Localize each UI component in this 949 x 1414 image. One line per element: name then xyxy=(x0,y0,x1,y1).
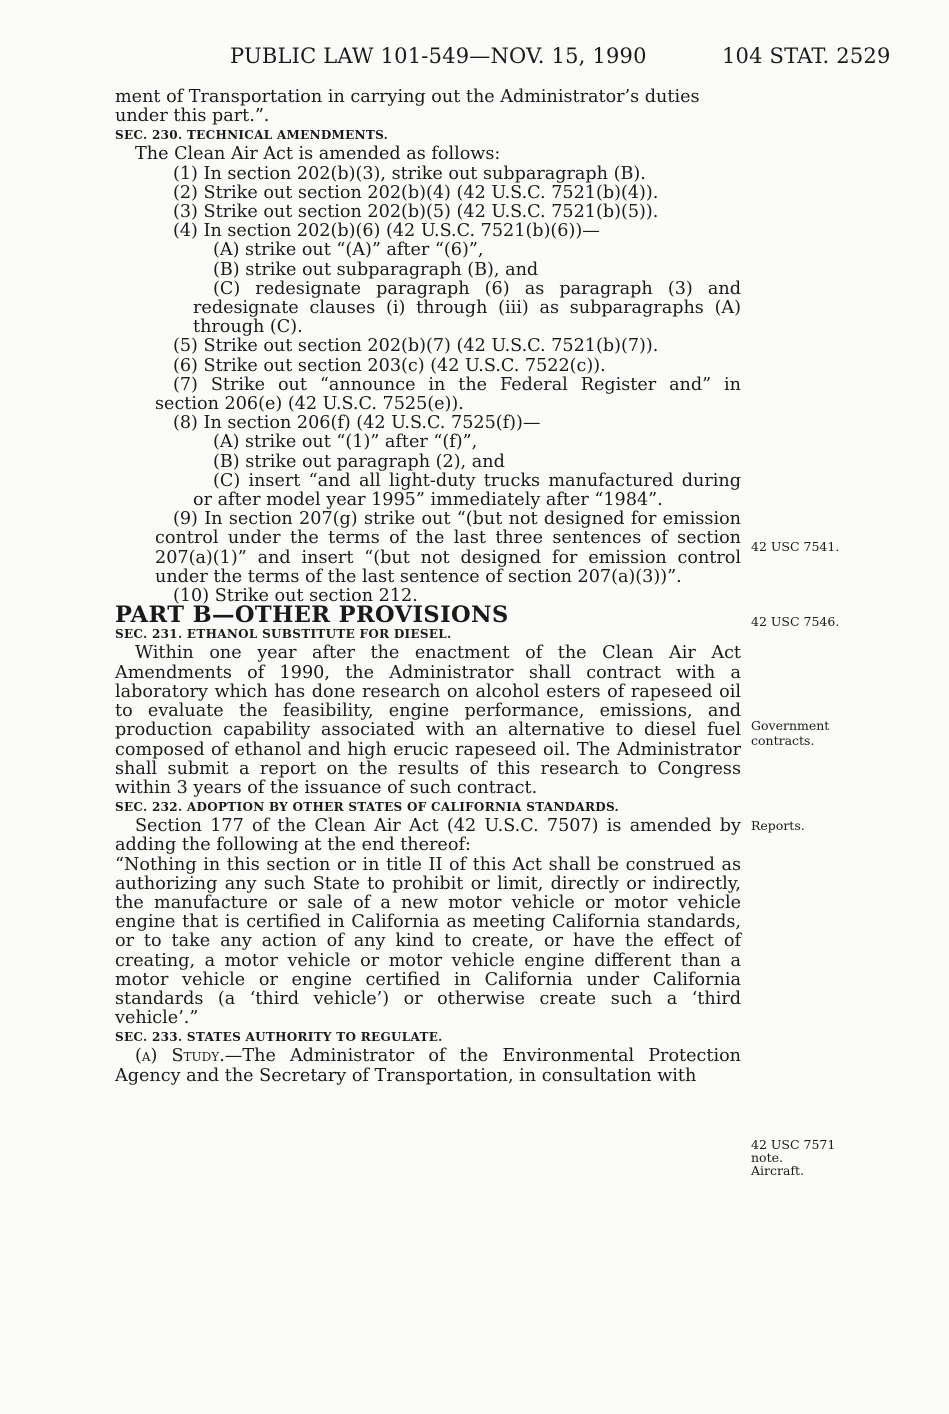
sec230-item-8c: (C) insert “and all light-duty trucks manufactured during or after model year 1995” immediately after “1984”. xyxy=(193,470,741,511)
body-text-column xyxy=(115,88,741,1086)
section-heading-233: SEC. 233. STATES AUTHORITY TO REGULATE. xyxy=(115,1030,443,1045)
continued-line: under this part.”. xyxy=(115,106,270,127)
margin-note-42-usc-7541: 42 USC 7541. xyxy=(751,539,840,554)
sec233-study-text: —The Administrator of the Environmental Protection Agency and the Secretary of Transportation, in consultation with xyxy=(115,1046,742,1086)
sec230-item-2: (2) Strike out section 202(b)(4) (42 U.S.C. 7521(b)(4)). xyxy=(173,182,659,203)
sec230-item-4: (4) In section 202(b)(6) (42 U.S.C. 7521(b)(6))— xyxy=(173,221,600,242)
running-header-title: PUBLIC LAW 101-549—NOV. 15, 1990 xyxy=(230,44,647,68)
sec230-item-4a: (A) strike out “(A)” after “(6)”, xyxy=(213,240,484,261)
section-heading-231: SEC. 231. ETHANOL SUBSTITUTE FOR DIESEL. xyxy=(115,627,452,642)
section-heading-230: SEC. 230. TECHNICAL AMENDMENTS. xyxy=(115,128,389,143)
sec233-subsection-a xyxy=(115,1047,741,1085)
margin-note-line: note. xyxy=(751,1150,783,1165)
sec233-study-lead: (a) Study. xyxy=(135,1046,225,1067)
sec230-item-8a: (A) strike out “(1)” after “(f)”, xyxy=(213,432,478,453)
sec230-item-4b: (B) strike out subparagraph (B), and xyxy=(213,259,539,280)
sec230-item-8: (8) In section 206(f) (42 U.S.C. 7525(f))— xyxy=(173,413,541,434)
section-heading-232: SEC. 232. ADOPTION BY OTHER STATES OF CALIFORNIA STANDARDS. xyxy=(115,800,619,815)
sec230-item-10: (10) Strike out section 212. xyxy=(173,586,418,607)
sec231-text: Within one year after the enactment of the Clean Air Act Amendments of 1990, the Administrator shall contract with a laboratory which has done research on alcohol esters of rapeseed oil to evaluate the feasibility, engine performance, emissions, and production capability associated with an alternative to diesel fuel composed of ethanol and high erucic rapeseed oil. The Administrator shall submit a report on the results of this research to Congress within 3 years of the issuance of such contract. xyxy=(115,643,741,798)
margin-note-government-contracts xyxy=(751,718,829,748)
sec230-item-9: (9) In section 207(g) strike out “(but not designed for emission control under the terms of the last three sentences of section 207(a)(1)” and insert “(but not designed for emission control under the terms of the last sentence of section 207(a)(3))”. xyxy=(155,509,741,587)
margin-note-aircraft: Aircraft. xyxy=(751,1163,805,1178)
margin-note-line: 42 USC 7571 xyxy=(751,1137,836,1152)
sec230-item-3: (3) Strike out section 202(b)(5) (42 U.S.C. 7521(b)(5)). xyxy=(173,202,659,223)
sec230-intro: The Clean Air Act is amended as follows: xyxy=(135,144,501,165)
sec230-item-7: (7) Strike out “announce in the Federal Register and” in section 206(e) (42 U.S.C. 7525(e)). xyxy=(155,374,741,415)
sec232-quoted-text: “Nothing in this section or in title II of this Act shall be construed as authorizing any such State to prohibit or limit, directly or indirectly, the manufacture or sale of a new motor vehicle or motor vehicle engine that is certified in California as meeting California standards, or to take any action of any kind to create, or have the effect of creating, a motor vehicle or motor vehicle engine different than a motor vehicle or engine certified in California under California standards (a ‘third vehicle’) or otherwise create such a ‘third vehicle’.” xyxy=(115,854,741,1029)
margin-note-line: Government xyxy=(751,718,830,733)
margin-note-line: contracts. xyxy=(751,733,815,748)
sec230-item-8b: (B) strike out paragraph (2), and xyxy=(213,451,505,472)
continued-line: ment of Transportation in carrying out the Administrator’s duties xyxy=(115,87,700,107)
margin-note-42-usc-7546: 42 USC 7546. xyxy=(751,614,840,629)
part-b-heading: PART B—OTHER PROVISIONS xyxy=(115,602,509,629)
sec230-item-1: (1) In section 202(b)(3), strike out subparagraph (B). xyxy=(173,163,646,184)
running-header-stat-page: 104 STAT. 2529 xyxy=(722,44,891,68)
sec232-text-1: Section 177 of the Clean Air Act (42 U.S.C. 7507) is amended by adding the following at the end thereof: xyxy=(115,816,741,856)
sec230-item-4c: (C) redesignate paragraph (6) as paragraph (3) and redesignate clauses (i) through (iii) as subparagraphs (A) through (C). xyxy=(193,278,741,338)
sec230-item-6: (6) Strike out section 203(c) (42 U.S.C. 7522(c)). xyxy=(173,355,606,376)
margin-note-reports: Reports. xyxy=(751,818,805,833)
sec230-item-5: (5) Strike out section 202(b)(7) (42 U.S.C. 7521(b)(7)). xyxy=(173,336,659,357)
margin-note-42-usc-7571 xyxy=(751,1137,835,1178)
